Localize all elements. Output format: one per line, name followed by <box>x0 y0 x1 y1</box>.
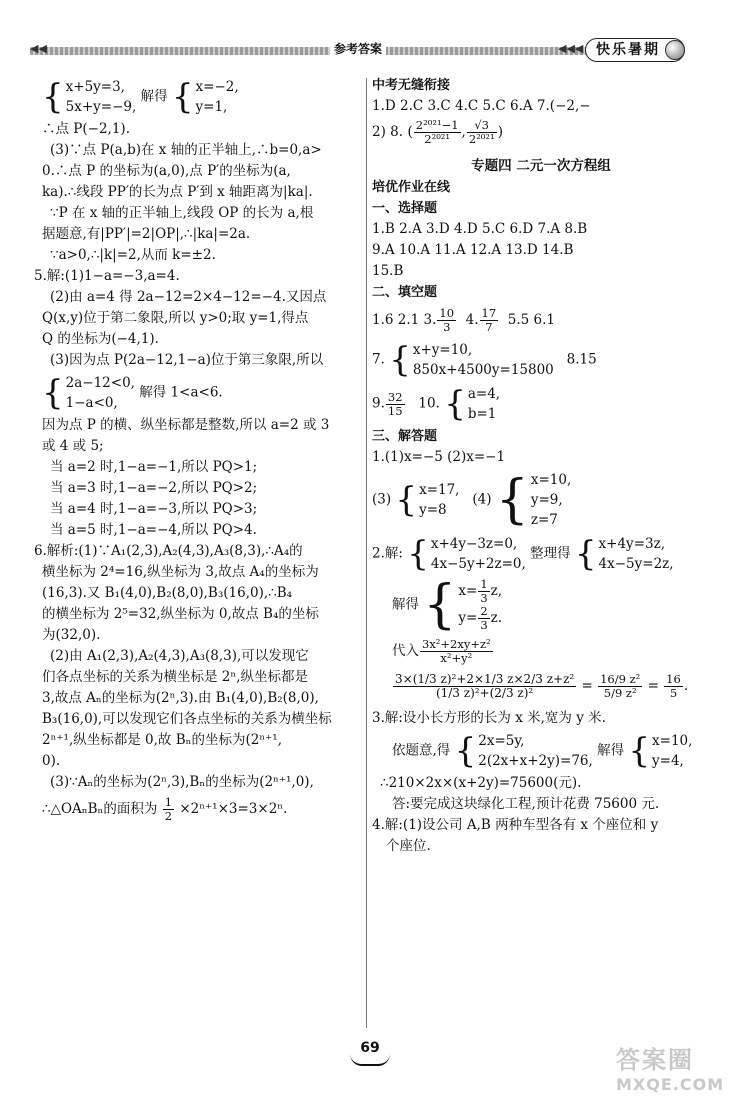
text-line: 们各点坐标的关系为横坐标是 2ⁿ,纵坐标都是 <box>42 669 309 685</box>
denominator: 3 <box>480 591 488 605</box>
solve-label: 解得 1<a<6. <box>139 384 223 401</box>
text-line: (2)由 a=4 得 2a−12=2×4−12=−4.又因点 <box>50 289 327 305</box>
numerator: 2²⁰²¹−1 <box>415 118 459 132</box>
page-number: 69 <box>360 1040 380 1056</box>
eq-row: b=1 <box>467 406 497 422</box>
watermark <box>616 1040 746 1094</box>
fraction <box>664 673 683 700</box>
system-1: { x+5y=3, 5x+y=−9, 解得 { x=−2, y=1, <box>42 77 239 117</box>
text-line: 为(32,0). <box>42 627 101 643</box>
eq-part: x= <box>458 583 478 599</box>
solve-label: 解得 <box>597 742 625 759</box>
fraction <box>386 391 405 418</box>
fraction <box>163 796 174 823</box>
text-line: 4.解:(1)设公司 A,B 两种车型各有 x 个座位和 y <box>372 817 659 833</box>
section-heading: 二、填空题 <box>372 285 438 300</box>
text-line: 4. <box>465 312 479 328</box>
header-bar <box>30 47 590 55</box>
text-line: Q(x,y)位于第二象限,所以 y>0;取 y=1,得点 <box>42 310 309 326</box>
numerator: 32 <box>387 389 403 404</box>
denominator: 2²⁰²¹ <box>468 132 495 146</box>
denominator: 3 <box>480 618 488 632</box>
eq-row: x+y=10, <box>412 342 473 358</box>
text-line: (3)因为点 P(2a−12,1−a)位于第三象限,所以 <box>50 352 324 368</box>
topic-title: 专题四 二元一次方程组 <box>471 158 611 174</box>
numerator: 3x²+2xy+z² <box>422 637 491 651</box>
ineq-row: 1−a<0, <box>65 395 118 411</box>
period: . <box>683 678 689 694</box>
text-line: (3)∵Aₙ的坐标为(2ⁿ,3),Bₙ的坐标为(2ⁿ⁺¹,0), <box>50 774 314 790</box>
text-line: Q 的坐标为(−4,1). <box>42 331 159 347</box>
denominator: 5/9 z² <box>603 686 637 700</box>
page-header <box>30 38 690 68</box>
eq-row: 4x−5y=2z, <box>598 556 674 572</box>
text-line: 据题意,有|PP′|=2|OP|,∴|ka|=2a. <box>42 226 251 242</box>
text-line: 9.A 10.A 11.A 12.A 13.D 14.B <box>372 242 574 258</box>
text-line: 3,故点 Aₙ的坐标为(2ⁿ,3).由 B₁(4,0),B₂(8,0), <box>42 690 319 706</box>
header-arrows-right: ◀◀◀ <box>558 42 584 55</box>
numerator: 16 <box>666 672 681 686</box>
text-line: 15.B <box>372 263 404 279</box>
item-label: 2.解: <box>372 545 403 562</box>
text-line: 的横坐标为 2⁵=32,纵坐标为 0,故点 B₄的坐标 <box>42 606 319 622</box>
solve-label: 整理得 <box>530 545 571 562</box>
fraction <box>598 673 642 700</box>
denominator: x²+y² <box>440 651 473 665</box>
numerator: 3×(1/3 z)²+2×1/3 z×2/3 z+z² <box>395 672 575 686</box>
problem-2-system: 2.解: { x+4y−3z=0, 4x−5y+2z=0, 整理得 { x+4y=3z, 4x−5y=2z, <box>372 534 674 574</box>
text-line: 8.15 <box>566 351 597 368</box>
text-line: ∴210×2x×(x+2y)=75600(元). <box>380 775 582 791</box>
text-line: ∵a>0,∴|k|=2,从而 k=±2. <box>50 247 216 263</box>
eq-part: z, <box>490 583 503 599</box>
denominator: 3 <box>443 320 451 334</box>
equals-sign: = <box>581 678 593 694</box>
section-heading: 培优作业在线 <box>372 180 451 195</box>
numerator: √3 <box>467 119 497 133</box>
eq-row: y=4, <box>652 753 684 769</box>
eq-row: a=4, <box>467 386 501 402</box>
text-line: ∵P 在 x 轴的正半轴上,线段 OP 的长为 a,根 <box>50 205 314 221</box>
header-arrows-left: ◀◀ <box>30 42 47 55</box>
text-line: 横坐标为 2⁴=16,纵坐标为 3,故点 A₄的坐标为 <box>42 564 319 580</box>
item-label: (3) <box>372 491 392 508</box>
header-section-label: 参考答案 <box>330 40 386 57</box>
problem-2-substitute <box>372 638 710 665</box>
text-line: 因为点 P 的横、纵坐标都是整数,所以 a=2 或 3 <box>42 417 330 433</box>
text-line: 个座位. <box>386 838 431 854</box>
equals-sign: = <box>647 678 659 694</box>
fraction <box>420 638 493 665</box>
numerator: 1 <box>164 795 173 809</box>
watermark-text: 答案圈 <box>616 1046 694 1074</box>
eq-row: 2x=5y, <box>478 733 525 749</box>
eq-part: z. <box>490 610 503 626</box>
text-line: (2)由 A₁(2,3),A₂(4,3),A₃(8,3),可以发现它 <box>50 648 309 664</box>
text-line: ka).∴线段 PP′的长为点 P′到 x 轴距离为|ka|. <box>42 184 313 200</box>
eq-row: x+4y=3z, <box>598 536 665 552</box>
text-line: 3.解:设小长方形的长为 x 米,宽为 y 米. <box>372 710 606 726</box>
fraction <box>393 673 576 700</box>
right-column <box>372 75 710 857</box>
area-text: ×2ⁿ⁺¹×3=3×2ⁿ. <box>179 801 288 817</box>
eq-row: 2(2x+x+2y)=76, <box>478 753 593 769</box>
eq-row: x=−2, <box>195 79 239 95</box>
numerator: 17 <box>481 306 497 320</box>
eq-row: x=10, <box>530 472 572 488</box>
fraction <box>437 307 456 334</box>
solve-label: 解得 <box>140 88 168 105</box>
denominator: 15 <box>387 403 403 418</box>
item-label: 10. <box>418 395 440 412</box>
left-column <box>34 75 360 823</box>
text-line: 5.解:(1)1−a=−3,a=4. <box>34 268 180 284</box>
item-label: 9. <box>372 395 385 412</box>
text-line: 0). <box>42 753 61 769</box>
eq-part: y= <box>458 610 478 626</box>
text-line: 1.(1)x=−5 (2)x=−1 <box>372 449 506 465</box>
fraction <box>467 119 497 146</box>
problem-3-system: 依题意,得 { 2x=5y, 2(2x+x+2y)=76, 解得 { x=10, y=4, <box>392 731 693 771</box>
eq-row: y=1, <box>195 99 228 115</box>
numerator: 16/9 z² <box>600 672 641 686</box>
eq-row: 4x−5y+2z=0, <box>430 556 526 572</box>
denominator: 2 <box>164 809 173 823</box>
eq-row: x=10, <box>652 733 693 749</box>
item-label: 7. <box>372 351 385 368</box>
text-line: 当 a=4 时,1−a=−3,所以 PQ>3; <box>50 501 258 517</box>
column-divider <box>366 78 367 1028</box>
denominator: 5 <box>669 686 678 700</box>
area-text: ∴△OAₙBₙ的面积为 <box>42 801 158 817</box>
text-line: 1.D 2.C 3.C 4.C 5.C 6.A 7.(−2,− <box>372 98 591 114</box>
answer-3-4: (3) { x=17, y=8 (4) { x=10, y=9, z=7 <box>372 470 572 530</box>
text-line: (16,3).又 B₁(4,0),B₂(8,0),B₃(16,0),∴B₄ <box>42 585 293 601</box>
numerator: 10 <box>439 306 455 320</box>
solve-label: 解得 <box>392 596 419 613</box>
problem-2-solution: 解得 { x= $\frac{1}{3}$ z, y= $\frac{2}{3}$ z. <box>392 575 503 635</box>
answer-8-line: 2) 8. ( $\frac{\text{2²⁰²¹−1}}{\text{2²⁰²¹}}$ , $\frac{√3}{\text{2²⁰²¹}}$ ) <box>372 118 504 146</box>
text-line: ∴点 P(−2,1). <box>42 121 130 137</box>
eq-row: z=7 <box>530 512 558 528</box>
eq-row: 850x+4500y=15800 <box>412 362 554 378</box>
problem-2-calc <box>372 673 710 700</box>
system-2: { 2a−12<0, 1−a<0, 解得 1<a<6. <box>42 373 223 413</box>
text-line: 当 a=2 时,1−a=−1,所以 PQ>1; <box>50 459 258 475</box>
ineq-row: 2a−12<0, <box>65 375 135 391</box>
fill-line-7: 7. { x+y=10, 850x+4500y=15800 8.15 <box>372 340 597 380</box>
denominator: 2²⁰²¹ <box>424 132 451 146</box>
eq-row <box>458 605 502 632</box>
eq-row: y=8 <box>419 502 447 518</box>
numerator: 1 <box>480 577 488 591</box>
text-line: 1.B 2.A 3.D 4.D 5.C 6.D 7.A 8.B <box>372 221 588 237</box>
item-label: (4) <box>472 491 492 508</box>
eq-row <box>458 578 502 605</box>
page-footer <box>340 1040 400 1066</box>
text-line: 6.解析:(1)∵A₁(2,3),A₂(4,3),A₃(8,3),∴A₄的 <box>34 543 303 559</box>
text-line: 答:要完成这块绿化工程,预计花费 75600 元. <box>392 796 660 812</box>
watermark-url: MXQE.COM <box>616 1075 725 1094</box>
text-line: 当 a=5 时,1−a=−4,所以 PQ>4. <box>50 522 257 538</box>
text-line: 依题意,得 <box>392 742 451 759</box>
eq-row: x=17, <box>419 482 460 498</box>
text-line: (3)∵点 P(a,b)在 x 轴的正半轴上,∴b=0,a> <box>50 142 322 158</box>
text-line: 2) 8. <box>372 124 404 140</box>
text-line: 1.6 2.1 3. <box>372 312 437 328</box>
text-line: B₃(16,0),可以发现它们各点坐标的关系为横坐标 <box>42 711 332 727</box>
fraction <box>478 578 489 605</box>
eq-row: y=9, <box>530 492 563 508</box>
fraction <box>480 307 499 334</box>
text-line: 2ⁿ⁺¹,纵坐标都是 0,故 Bₙ的坐标为(2ⁿ⁺¹, <box>42 732 283 748</box>
brand-badge: 快乐暑期 <box>585 38 685 62</box>
section-heading: 一、选择题 <box>372 201 438 216</box>
fraction <box>478 605 489 632</box>
section-heading: 三、解答题 <box>372 429 438 444</box>
fill-line-1 <box>372 307 710 334</box>
text-line: 当 a=3 时,1−a=−2,所以 PQ>2; <box>50 480 258 496</box>
eq-row: x+5y=3, <box>65 79 125 95</box>
section-heading: 中考无缝衔接 <box>372 78 451 93</box>
text-line: 5.5 6.1 <box>507 312 555 328</box>
text-line: 代入 <box>392 643 419 659</box>
area-line <box>42 796 360 823</box>
denominator: (1/3 z)²+(2/3 z)² <box>435 686 534 700</box>
text-line: 或 4 或 5; <box>42 438 104 454</box>
numerator: 2 <box>480 604 488 618</box>
text-line: 0.∴点 P 的坐标为(a,0),点 P′的坐标为(a, <box>42 163 291 179</box>
fraction <box>414 119 461 146</box>
eq-row: x+4y−3z=0, <box>430 536 518 552</box>
eq-row: 5x+y=−9, <box>65 99 137 115</box>
fill-line-9: 9. $\frac{32}{15}$ 10. { a=4, b=1 <box>372 384 501 424</box>
brand-dot-icon <box>665 40 685 60</box>
denominator: 7 <box>485 320 493 334</box>
